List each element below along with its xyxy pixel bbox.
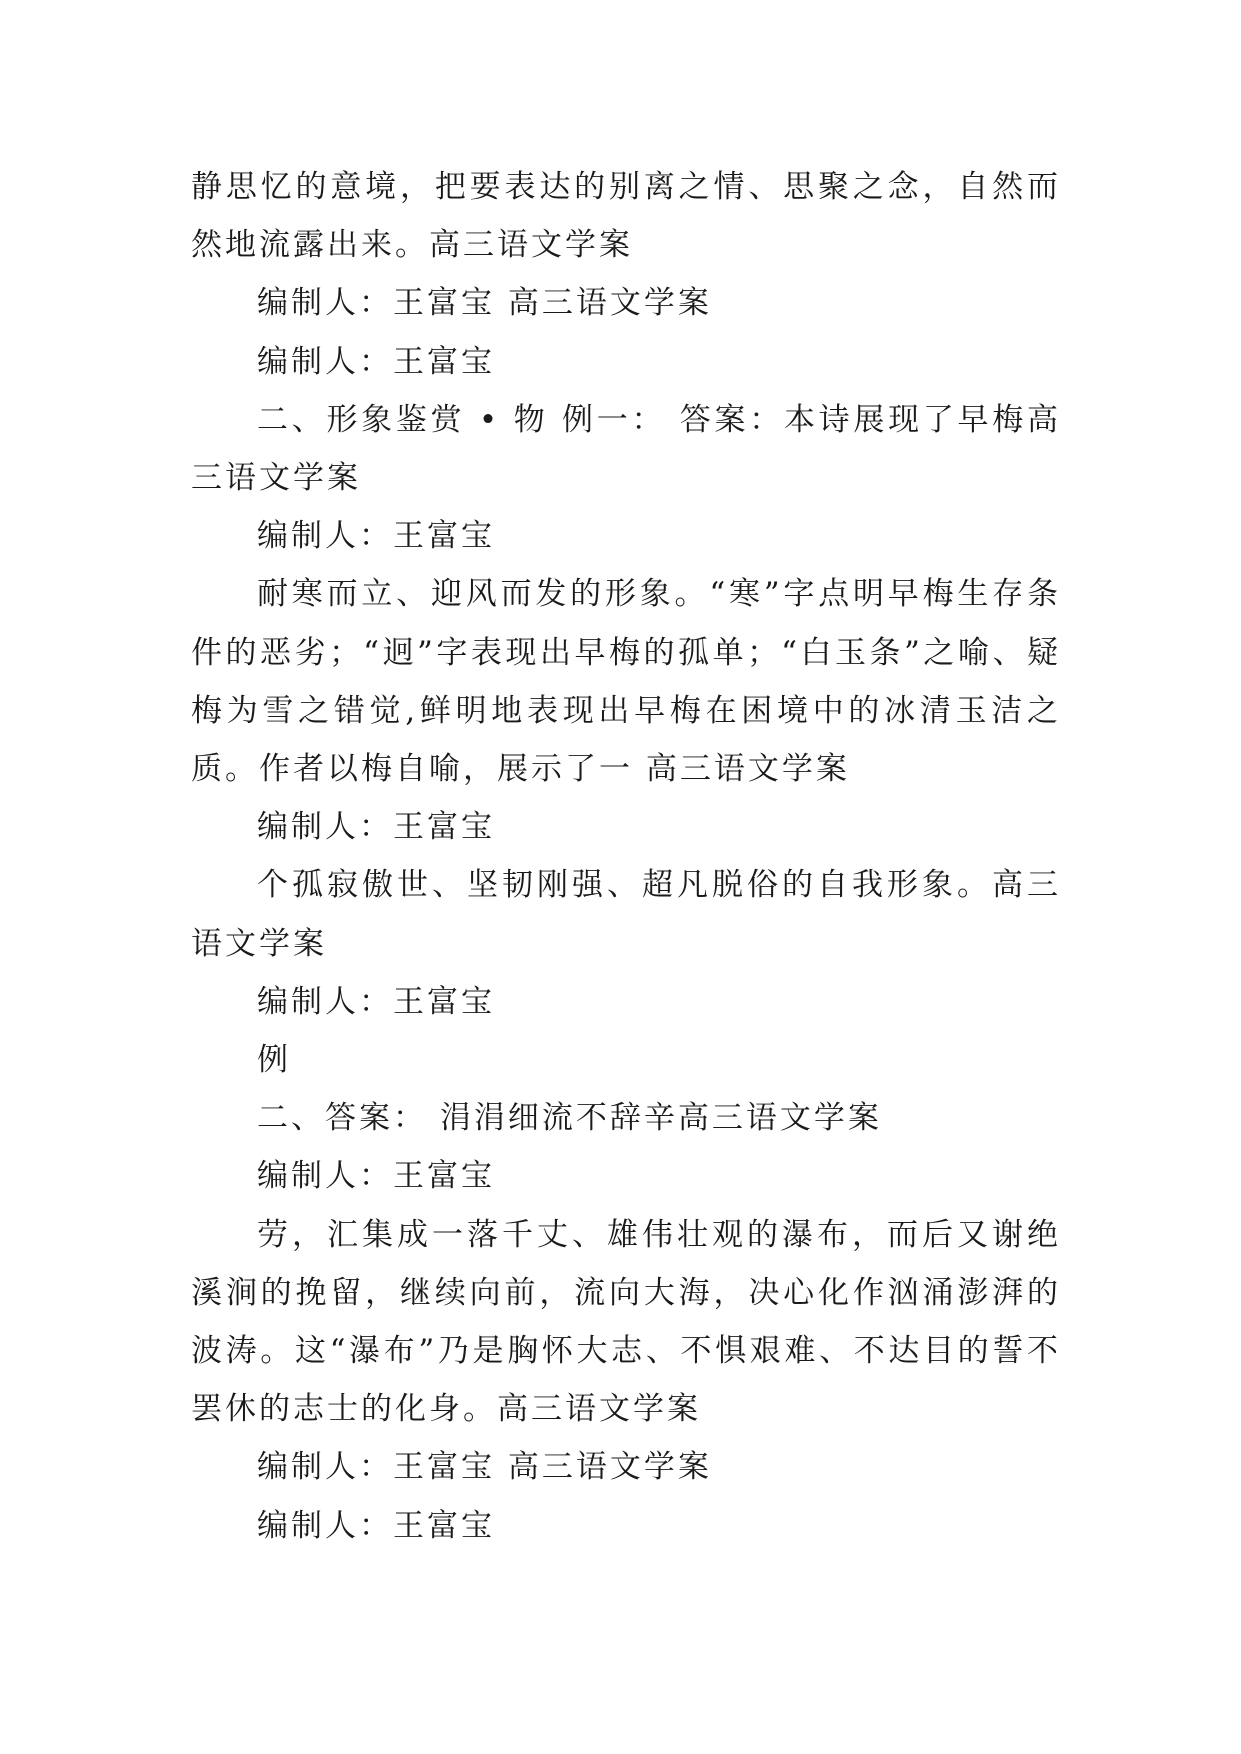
paragraph: 二、答案： 涓涓细流不辞辛高三语文学案 <box>257 1100 882 1137</box>
paragraph: 编制人：王富宝 高三语文学案 <box>257 285 712 322</box>
paragraph: 二、形象鉴赏 • 物 例一： 答案：本诗展现了早梅高三语文学案 <box>191 401 1061 497</box>
paragraph: 例 <box>257 1042 291 1079</box>
paragraph: 编制人：王富宝 高三语文学案 <box>257 1449 712 1486</box>
paragraph: 编制人：王富宝 <box>257 983 495 1020</box>
paragraph: 编制人：王富宝 <box>257 1158 495 1195</box>
paragraph: 编制人：王富宝 <box>257 809 495 846</box>
paragraph: 编制人：王富宝 <box>257 518 495 555</box>
paragraph: 静思忆的意境，把要表达的别离之情、思聚之念，自然而然地流露出来。高三语文学案 <box>191 169 1061 264</box>
paragraph: 劳，汇集成一落千丈、雄伟壮观的瀑布，而后又谢绝溪涧的挽留，继续向前，流向大海，决心化作汹涌澎湃的波涛。这“瀑布”乃是胸怀大志、不惧艰难、不达目的誓不罢休的志士的化身。高三语文学案 <box>191 1216 1061 1428</box>
paragraph: 耐寒而立、迎风而发的形象。“寒”字点明早梅生存条件的恶劣；“迥”字表现出早梅的孤单；“白玉条”之喻、疑梅为雪之错觉,鲜明地表现出早梅在困境中的冰清玉洁之质。作者以梅自喻，展示了一 高三语文学案 <box>191 576 1061 788</box>
paragraph: 个孤寂傲世、坚韧刚强、超凡脱俗的自我形象。高三语文学案 <box>191 867 1061 962</box>
paragraph: 编制人：王富宝 <box>257 1507 495 1544</box>
document-body <box>191 158 1061 1555</box>
paragraph: 编制人：王富宝 <box>257 343 495 380</box>
